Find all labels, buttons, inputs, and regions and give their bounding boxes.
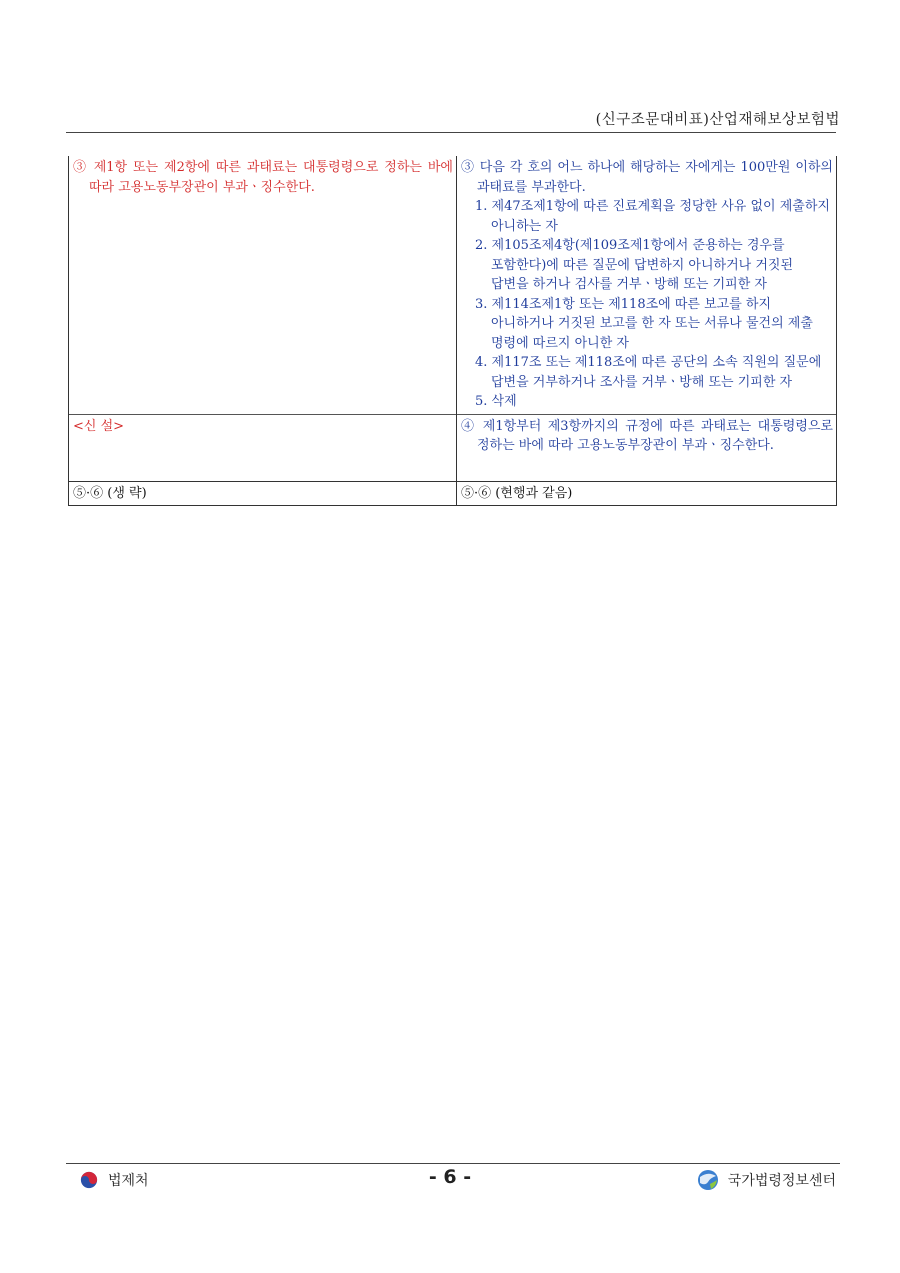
amended-paragraph-5-6: ⑤·⑥ (현행과 같음): [461, 485, 573, 501]
new-provision-note: <신 설>: [73, 418, 125, 434]
amended-law-cell: [457, 481, 837, 506]
list-item: 1. 제47조제1항에 따른 진료계획을 정당한 사유 없이 제출하지 아니하는 자: [475, 199, 830, 234]
header-divider: [66, 132, 836, 133]
footer-divider: [66, 1163, 840, 1164]
footer-center-name: 국가법령정보센터: [727, 1173, 836, 1189]
current-law-cell: [69, 481, 457, 506]
amended-paragraph-4: ④ 제1항부터 제3항까지의 규정에 따른 과태료는 대통령령으로 정하는 바에 따라 고용노동부장관이 부과ㆍ징수한다.: [461, 418, 833, 453]
list-item: 3. 제114조제1항 또는 제118조에 따른 보고를 하지 아니하거나 거짓된 보고를 한 자 또는 서류나 물건의 제출 명령에 따르지 아니한 자: [475, 296, 813, 351]
table-row: [69, 156, 837, 414]
comparison-table: [68, 156, 837, 506]
page-number: - 6 -: [428, 1166, 472, 1188]
table-row: [69, 414, 837, 481]
amended-paragraph-3: ③ 다음 각 호의 어느 하나에 해당하는 자에게는 100만원 이하의 과태료를 부과한다.: [461, 160, 833, 195]
current-paragraph-3: ③ 제1항 또는 제2항에 따른 과태료는 대통령령으로 정하는 바에 따라 고용노동부장관이 부과ㆍ징수한다.: [73, 160, 453, 195]
table-row: [69, 481, 837, 506]
current-law-cell: [69, 156, 457, 414]
globe-icon: [696, 1168, 720, 1192]
footer-right: [696, 1168, 836, 1192]
list-item: 4. 제117조 또는 제118조에 따른 공단의 소속 직원의 질문에 답변을 거부하거나 조사를 거부ㆍ방해 또는 기피한 자: [475, 355, 822, 390]
amended-law-cell: [457, 414, 837, 481]
current-law-cell: [69, 414, 457, 481]
footer-agency-name: 법제처: [108, 1173, 149, 1189]
document-title: (신구조문대비표)산업재해보상보험법: [595, 112, 840, 128]
amended-law-cell: [457, 156, 837, 414]
list-item: 5. 삭제: [475, 394, 517, 409]
list-item: 2. 제105조제4항(제109조제1항에서 준용하는 경우를 포함한다)에 따른 질문에 답변하지 아니하거나 거짓된 답변을 하거나 검사를 거부ㆍ방해 또는 기피한 자: [475, 238, 794, 292]
current-paragraph-5-6: ⑤·⑥ (생 략): [73, 485, 147, 501]
